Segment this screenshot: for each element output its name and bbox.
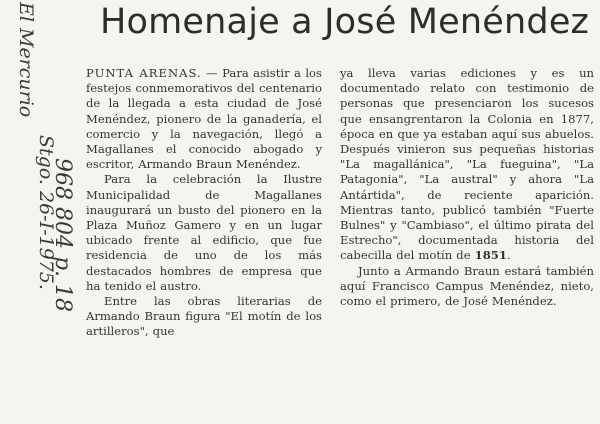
paragraph-4-text: ya lleva varias ediciones y es un documentado relato con testimonio de personas que presenciaron los sucesos que ensangrentaron la Colonia en 1877, época en que ya estaban aquí sus abuelos. Después vinieron sus pequeñas historias "La magallánica", "La fueguina", "La Patagonia", "La austral" y ahora "La Antártida", de reciente aparición. Mientras tanto, publicó también "Fuerte Bulnes" y "Cambiaso", el último pirata del Estrecho", documentada historia del cabecilla del motín de: [340, 66, 594, 263]
paragraph-4-end: .: [506, 248, 511, 263]
dateline: PUNTA ARENAS.: [86, 66, 202, 80]
article-headline: Homenaje a José Menéndez: [100, 2, 590, 42]
article-column-left: [86, 66, 322, 340]
paragraph-4: [340, 66, 594, 264]
paragraph-2: Para la celebración la Ilustre Municipalidad de Magallanes inaugurará un busto del pionero en la Plaza Muñoz Gamero y en un lugar ubicado frente al edificio, que fue residencia de uno de los más destacados hombres de empresa que ha tenido el austro.: [86, 172, 322, 293]
handwritten-margin-note: [2, 0, 75, 424]
margin-note-line-3: 968 804 p. 18: [50, 158, 75, 313]
year-1851: 1851: [474, 248, 507, 263]
margin-note-line-1: El Mercurio: [15, 2, 37, 118]
paragraph-5: Junto a Armando Braun estará también aquí Francisco Campus Menéndez, nieto, como el primero, de José Menéndez.: [340, 263, 594, 309]
article-column-right: [340, 66, 594, 309]
margin-note-line-2: Stgo. 26-I-1975.: [35, 135, 57, 290]
paragraph-dateline: [86, 66, 322, 172]
paragraph-3: Entre las obras literarias de Armando Braun figura "El motín de los artilleros", que: [86, 294, 322, 339]
paragraph-1-text: — Para asistir a los festejos conmemorativos del centenario de la llegada a esta ciudad de José Menéndez, pionero de la ganadería, el comercio y la navegación, llegó a Magallanes el conocido abogado y escritor, Armando Braun Menéndez.: [86, 66, 322, 172]
